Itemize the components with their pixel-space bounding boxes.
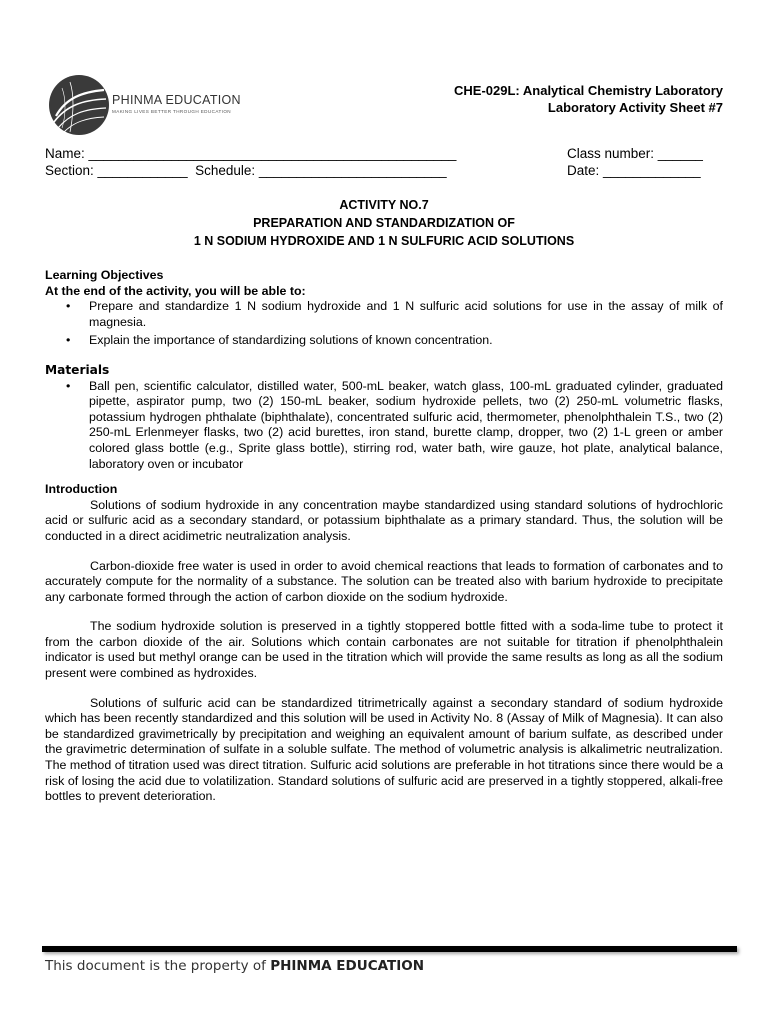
course-heading bbox=[454, 82, 723, 116]
list-item bbox=[66, 299, 723, 330]
materials-heading: Materials bbox=[45, 362, 110, 377]
list-item bbox=[66, 333, 723, 349]
intro-paragraph-3: The sodium hydroxide solution is preserved in a tightly stoppered bottle fitted with a soda-lime tube to protect it from the carbon dioxide of the air. Solutions which contain carbonates are not suitable for titration if phenolphthalein indicator is used but methyl orange can be used in the titration which will provide the same results as long as all the sodium present were combined as hydroxides. bbox=[45, 619, 723, 681]
objectives-heading: Learning Objectives bbox=[45, 268, 164, 282]
footer-prefix: This document is the property of bbox=[45, 958, 271, 974]
bullet-icon: • bbox=[66, 299, 71, 314]
sheet-title: Laboratory Activity Sheet #7 bbox=[547, 100, 723, 115]
phinma-emblem-icon bbox=[48, 72, 110, 138]
section-schedule-field: Section: ____________ Schedule: _________________________ bbox=[45, 163, 447, 178]
list-item bbox=[66, 378, 723, 473]
materials-text: Ball pen, scientific calculator, distilled water, 500-mL beaker, watch glass, 100-mL graduated cylinder, graduated pipette, aspirator pump, two (2) 150-mL beaker, sodium hydroxide pellets, two (2) 250-mL volumetric flasks, potassium hydrogen phthalate (biphthalate), concentrated sulfuric acid, thermometer, phenolphthalein T.S., two (2) 250-mL Erlenmeyer flasks, two (2) acid burettes, iron stand, burette clamp, dropper, two (2) 1-L green or amber colored glass bottle (e.g., Sprite glass bottle), stirring rod, water bath, wire gauze, hot plate, analytical balance, laboratory oven or incubator bbox=[89, 378, 723, 471]
activity-title-line-1: PREPARATION AND STANDARDIZATION OF bbox=[253, 216, 515, 230]
date-field: Date: _____________ bbox=[567, 163, 701, 178]
bullet-icon: • bbox=[66, 333, 71, 348]
introduction-heading: Introduction bbox=[45, 482, 118, 497]
activity-title-line-2: 1 N SODIUM HYDROXIDE AND 1 N SULFURIC ACID SOLUTIONS bbox=[193, 234, 575, 248]
objective-text: Prepare and standardize 1 N sodium hydroxide and 1 N sulfuric acid solutions for use in the assay of milk of magnesia. bbox=[89, 299, 723, 329]
phinma-logo bbox=[48, 72, 248, 138]
logo-tagline: MAKING LIVES BETTER THROUGH EDUCATION bbox=[112, 109, 232, 114]
activity-content bbox=[45, 268, 723, 805]
intro-paragraph-4: Solutions of sulfuric acid can be standardized titrimetrically against a secondary standard of sodium hydroxide which has been recently standardized and this solution will be used in Activity No. 8 (Assay of Milk of Magnesia). It can also be standardized gravimetrically by precipitation and weighing an equivalent amount of barium sulfate, as described under the gravimetric determination of sulfate in a soluble sulfate. The method of volumetric analysis is alkalimetric neutralization. The method of titration used was direct titration. Sulfuric acid solutions are preferable in hot titrations since there would be a risk of losing the acid due to volatilization. Standard solutions of sulfuric acid are preserved in a tightly stoppered, alkali-free bottles to prevent deterioration. bbox=[45, 695, 723, 804]
footer-owner: PHINMA EDUCATION bbox=[270, 958, 425, 974]
objectives-intro: At the end of the activity, you will be able to: bbox=[45, 283, 306, 298]
objective-text: Explain the importance of standardizing solutions of known concentration. bbox=[89, 333, 493, 348]
intro-paragraph-1: Solutions of sodium hydroxide in any concentration maybe standardized using standard solutions of hydrochloric acid or sulfuric acid as a secondary standard, or potassium biphthalate as a primary standard. Thus, the solution will be conducted in a direct acidimetric neutralization analysis. bbox=[45, 497, 723, 543]
class-number-field: Class number: ______ bbox=[567, 146, 703, 161]
logo-wordmark: PHINMA EDUCATION bbox=[112, 93, 241, 107]
name-field: Name: _________________________________________________ bbox=[45, 146, 457, 161]
intro-paragraph-2: Carbon-dioxide free water is used in order to avoid chemical reactions that leads to formation of carbonates and to accurately compute for the normality of a substance. The solution can be treated also with barium hydroxide to precipitate any carbonate formed through the action of carbon dioxide on the sodium hydroxide. bbox=[45, 558, 723, 604]
activity-title bbox=[45, 196, 723, 250]
course-code: CHE-029L: Analytical Chemistry Laboratory bbox=[454, 83, 723, 98]
materials-list bbox=[45, 379, 723, 473]
activity-number: ACTIVITY NO.7 bbox=[339, 198, 429, 212]
student-info-fields bbox=[45, 145, 723, 179]
footer-rule bbox=[42, 946, 737, 952]
bullet-icon: • bbox=[66, 378, 71, 393]
footer-notice bbox=[45, 958, 424, 974]
objectives-list bbox=[45, 299, 723, 349]
